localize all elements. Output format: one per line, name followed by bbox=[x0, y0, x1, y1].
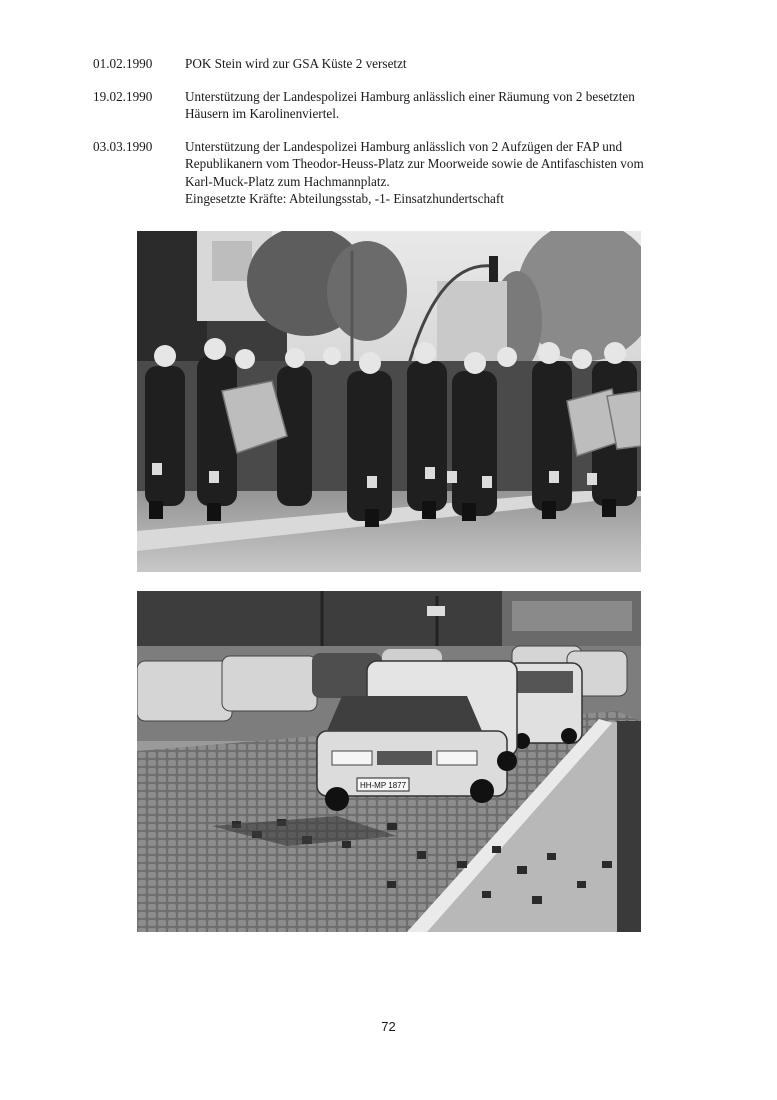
entry-line: Unterstützung der Landespolizei Hamburg anlässlich von 2 Aufzügen der FAP und bbox=[185, 138, 623, 154]
entry-date: 19.02.1990 bbox=[93, 88, 153, 104]
license-plate: HH-MP 1877 bbox=[359, 781, 407, 790]
entry-line: Unterstützung der Landespolizei Hamburg anlässlich einer Räumung von 2 besetzten bbox=[185, 88, 635, 104]
photo-riot-police-image bbox=[137, 231, 641, 572]
entry-date: 03.03.1990 bbox=[93, 138, 153, 154]
entry-text bbox=[185, 55, 693, 73]
entry-date: 01.02.1990 bbox=[93, 56, 153, 71]
photo-riot-police bbox=[137, 231, 641, 572]
entry-text bbox=[185, 138, 693, 208]
entry-line: POK Stein wird zur GSA Küste 2 versetzt bbox=[185, 56, 407, 71]
entry-line: Eingesetzte Kräfte: Abteilungsstab, -1- Einsatzhundertschaft bbox=[185, 191, 504, 206]
photo-damaged-street-image bbox=[137, 591, 641, 932]
entry-line: Karl-Muck-Platz zum Hachmannplatz. bbox=[185, 173, 390, 189]
entry bbox=[93, 55, 693, 73]
entry-text bbox=[185, 88, 693, 123]
entry bbox=[93, 138, 693, 208]
page-number: 72 bbox=[381, 1019, 396, 1034]
photo-damaged-street bbox=[137, 591, 641, 932]
chronology-entries bbox=[93, 55, 693, 223]
entry-line: Häusern im Karolinenviertel. bbox=[185, 106, 340, 121]
entry-line: Republikanern vom Theodor-Heuss-Platz zur Moorweide sowie de Antifaschisten vom bbox=[185, 156, 644, 171]
entry bbox=[93, 88, 693, 123]
